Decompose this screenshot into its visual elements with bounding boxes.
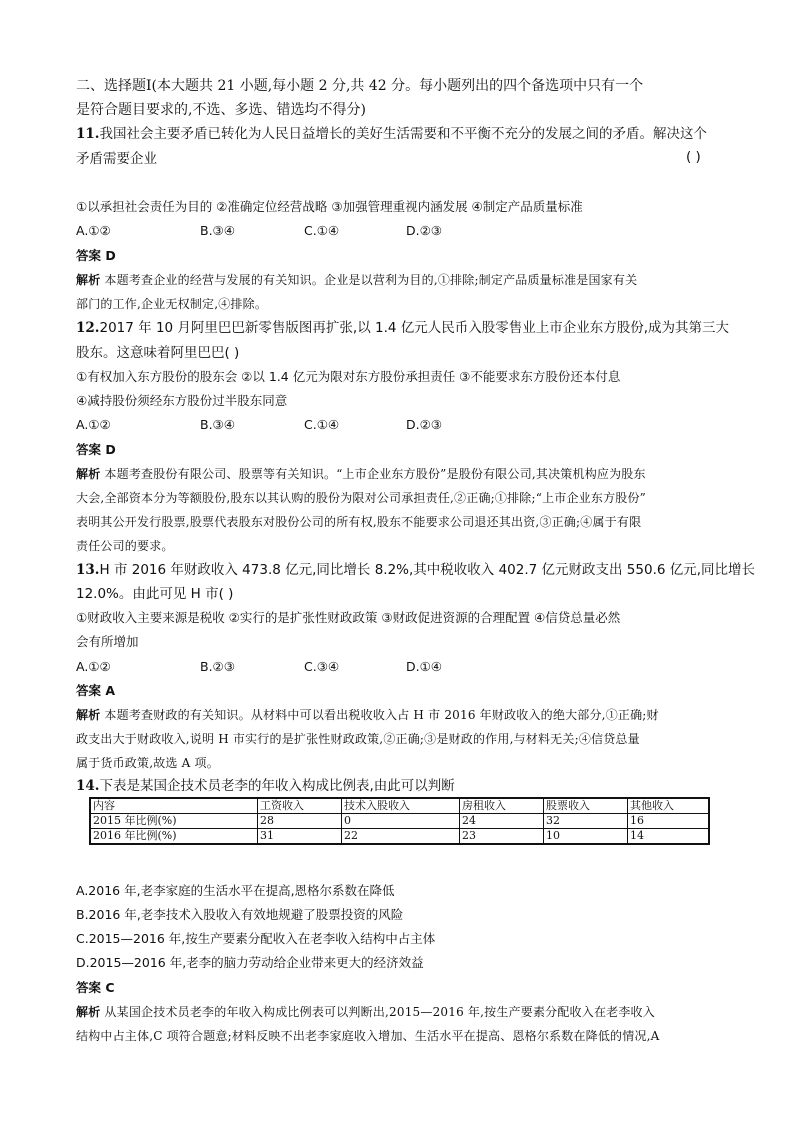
q11-answer-paren: ( ) — [686, 149, 701, 165]
q11-explanation-line1 — [76, 270, 637, 290]
q12-exp-text1: 本题考查股份有限公司、股票等有关知识。“上市企业东方股份”是股份有限公司,其决策机构应为股东 — [100, 467, 646, 481]
q11-items: ①以承担社会责任为目的 ②准确定位经营战略 ③加强管理重视内涵发展 ④制定产品质量标准 — [76, 199, 583, 214]
q12-exp-label: 解析 — [76, 467, 101, 481]
table-header-cell: 内容 — [90, 798, 258, 814]
q11-choice-c: C.①④ — [304, 223, 340, 238]
q12-choice-c: C.①④ — [304, 417, 340, 432]
table-header-cell: 技术入股收入 — [342, 798, 460, 814]
table-cell: 32 — [544, 814, 628, 829]
q14-explanation-line1 — [76, 1002, 655, 1022]
q11-stem-line2: 矛盾需要企业 — [76, 151, 157, 167]
table-cell: 24 — [460, 814, 544, 829]
table-cell: 22 — [342, 829, 460, 845]
q14-stem-line1 — [76, 776, 455, 796]
q12-stem-line2: 股东。这意味着阿里巴巴( ) — [76, 345, 240, 361]
table-row — [90, 829, 709, 845]
q11-choice-b: B.③④ — [200, 223, 235, 238]
q13-choice-a: A.①② — [76, 659, 111, 674]
section-header-line1: 二、选择题Ⅰ(本大题共 21 小题,每小题 2 分,共 42 分。每小题列出的四个备选项中只有一个 — [76, 78, 644, 94]
q11-choice-d: D.②③ — [406, 223, 443, 238]
q11-answer: 答案 D — [76, 248, 116, 263]
q11-explanation-line2: 部门的工作,企业无权制定,④排除。 — [76, 297, 268, 311]
table-header-cell: 股票收入 — [544, 798, 628, 814]
table-cell: 28 — [258, 814, 342, 829]
table-cell: 16 — [628, 814, 710, 829]
table-cell: 10 — [544, 829, 628, 845]
table-header-cell: 其他收入 — [628, 798, 710, 814]
q13-items-line2: 会有所增加 — [76, 634, 139, 649]
q12-explanation-line1 — [76, 464, 646, 484]
q12-explanation-line2: 大会,全部资本分为等额股份,股东以其认购的股份为限对公司承担责任,②正确;①排除;“上市企业东方股份” — [76, 491, 647, 505]
q14-exp-text1: 从某国企技术员老李的年收入构成比例表可以判断出,2015—2016 年,按生产要素分配收入在老李收入 — [100, 1005, 655, 1019]
q13-answer: 答案 A — [76, 683, 116, 698]
q12-answer: 答案 D — [76, 442, 116, 457]
table-cell: 0 — [342, 814, 460, 829]
q11-stem-text1: 我国社会主要矛盾已转化为人民日益增长的美好生活需要和不平衡不充分的发展之间的矛盾。解决这个 — [99, 126, 707, 142]
table-cell: 14 — [628, 829, 710, 845]
q13-explanation-line2: 政支出大于财政收入,说明 H 市实行的是扩张性财政政策,②正确;③是财政的作用,与材料无关;④信贷总量 — [76, 732, 640, 746]
table-cell: 2016 年比例(%) — [90, 829, 258, 845]
q12-items-line2: ④减持股份须经东方股份过半股东同意 — [76, 393, 288, 408]
q13-number: 13. — [76, 562, 100, 578]
q13-stem-line2: 12.0%。由此可见 H 市( ) — [76, 586, 234, 602]
q11-exp-label: 解析 — [76, 273, 101, 287]
q14-exp-label: 解析 — [76, 1005, 101, 1019]
q13-exp-text1: 本题考查财政的有关知识。从材料中可以看出税收收入占 H 市 2016 年财政收入的绝大部分,①正确;财 — [100, 708, 659, 722]
table-cell: 31 — [258, 829, 342, 845]
q13-stem-text1: H 市 2016 年财政收入 473.8 亿元,同比增长 8.2%,其中税收收入 402.7 亿元财政支出 550.6 亿元,同比增长 — [99, 562, 756, 578]
q12-items-line1: ①有权加入东方股份的股东会 ②以 1.4 亿元为限对东方股份承担责任 ③不能要求东方股份还本付息 — [76, 369, 621, 384]
q12-stem-text1: 2017 年 10 月阿里巴巴新零售版图再扩张,以 1.4 亿元人民币入股零售业上市企业东方股份,成为其第三大 — [99, 320, 730, 336]
table-cell: 23 — [460, 829, 544, 845]
q12-explanation-line3: 表明其公开发行股票,股票代表股东对股份公司的所有权,股东不能要求公司退还其出资,③正确;④属于有限 — [76, 515, 642, 529]
q11-stem-line1 — [76, 124, 707, 144]
q14-option-a: A.2016 年,老李家庭的生活水平在提高,恩格尔系数在降低 — [76, 883, 395, 898]
q11-number: 11. — [76, 126, 100, 142]
table-header-cell: 工资收入 — [258, 798, 342, 814]
q12-choice-a: A.①② — [76, 417, 111, 432]
table-header-row — [90, 798, 709, 814]
q13-choice-c: C.③④ — [304, 659, 340, 674]
q11-exp-text1: 本题考查企业的经营与发展的有关知识。企业是以营利为目的,①排除;制定产品质量标准是国家有关 — [100, 273, 638, 287]
q14-option-c: C.2015—2016 年,按生产要素分配收入在老李收入结构中占主体 — [76, 931, 436, 946]
q12-explanation-line4: 责任公司的要求。 — [76, 539, 174, 553]
q13-explanation-line1 — [76, 705, 659, 725]
income-table — [89, 797, 710, 845]
q14-answer: 答案 C — [76, 980, 115, 995]
q13-exp-label: 解析 — [76, 708, 101, 722]
q13-explanation-line3: 属于货币政策,故选 A 项。 — [76, 756, 219, 770]
q14-number: 14. — [76, 778, 100, 794]
q12-choice-b: B.③④ — [200, 417, 235, 432]
q13-items-line1: ①财政收入主要来源是税收 ②实行的是扩张性财政政策 ③财政促进资源的合理配置 ④信贷总量必然 — [76, 610, 621, 625]
q14-stem-text1: 下表是某国企技术员老李的年收入构成比例表,由此可以判断 — [99, 778, 455, 794]
table-row — [90, 814, 709, 829]
q12-stem-line1 — [76, 318, 729, 338]
q11-choice-a: A.①② — [76, 223, 111, 238]
q13-stem-line1 — [76, 560, 755, 580]
section-header-line2: 是符合题目要求的,不选、多选、错选均不得分) — [76, 102, 366, 118]
q14-option-b: B.2016 年,老李技术入股收入有效地规避了股票投资的风险 — [76, 907, 404, 922]
table-header-cell: 房租收入 — [460, 798, 544, 814]
q13-choice-d: D.①④ — [406, 659, 443, 674]
q14-option-d: D.2015—2016 年,老李的脑力劳动给企业带来更大的经济效益 — [76, 955, 424, 970]
table-cell: 2015 年比例(%) — [90, 814, 258, 829]
q13-choice-b: B.②③ — [200, 659, 235, 674]
q12-number: 12. — [76, 320, 100, 336]
q12-choice-d: D.②③ — [406, 417, 443, 432]
q14-explanation-line2: 结构中占主体,C 项符合题意;材料反映不出老李家庭收入增加、生活水平在提高、恩格尔系数在降低的情况,A — [76, 1029, 660, 1043]
